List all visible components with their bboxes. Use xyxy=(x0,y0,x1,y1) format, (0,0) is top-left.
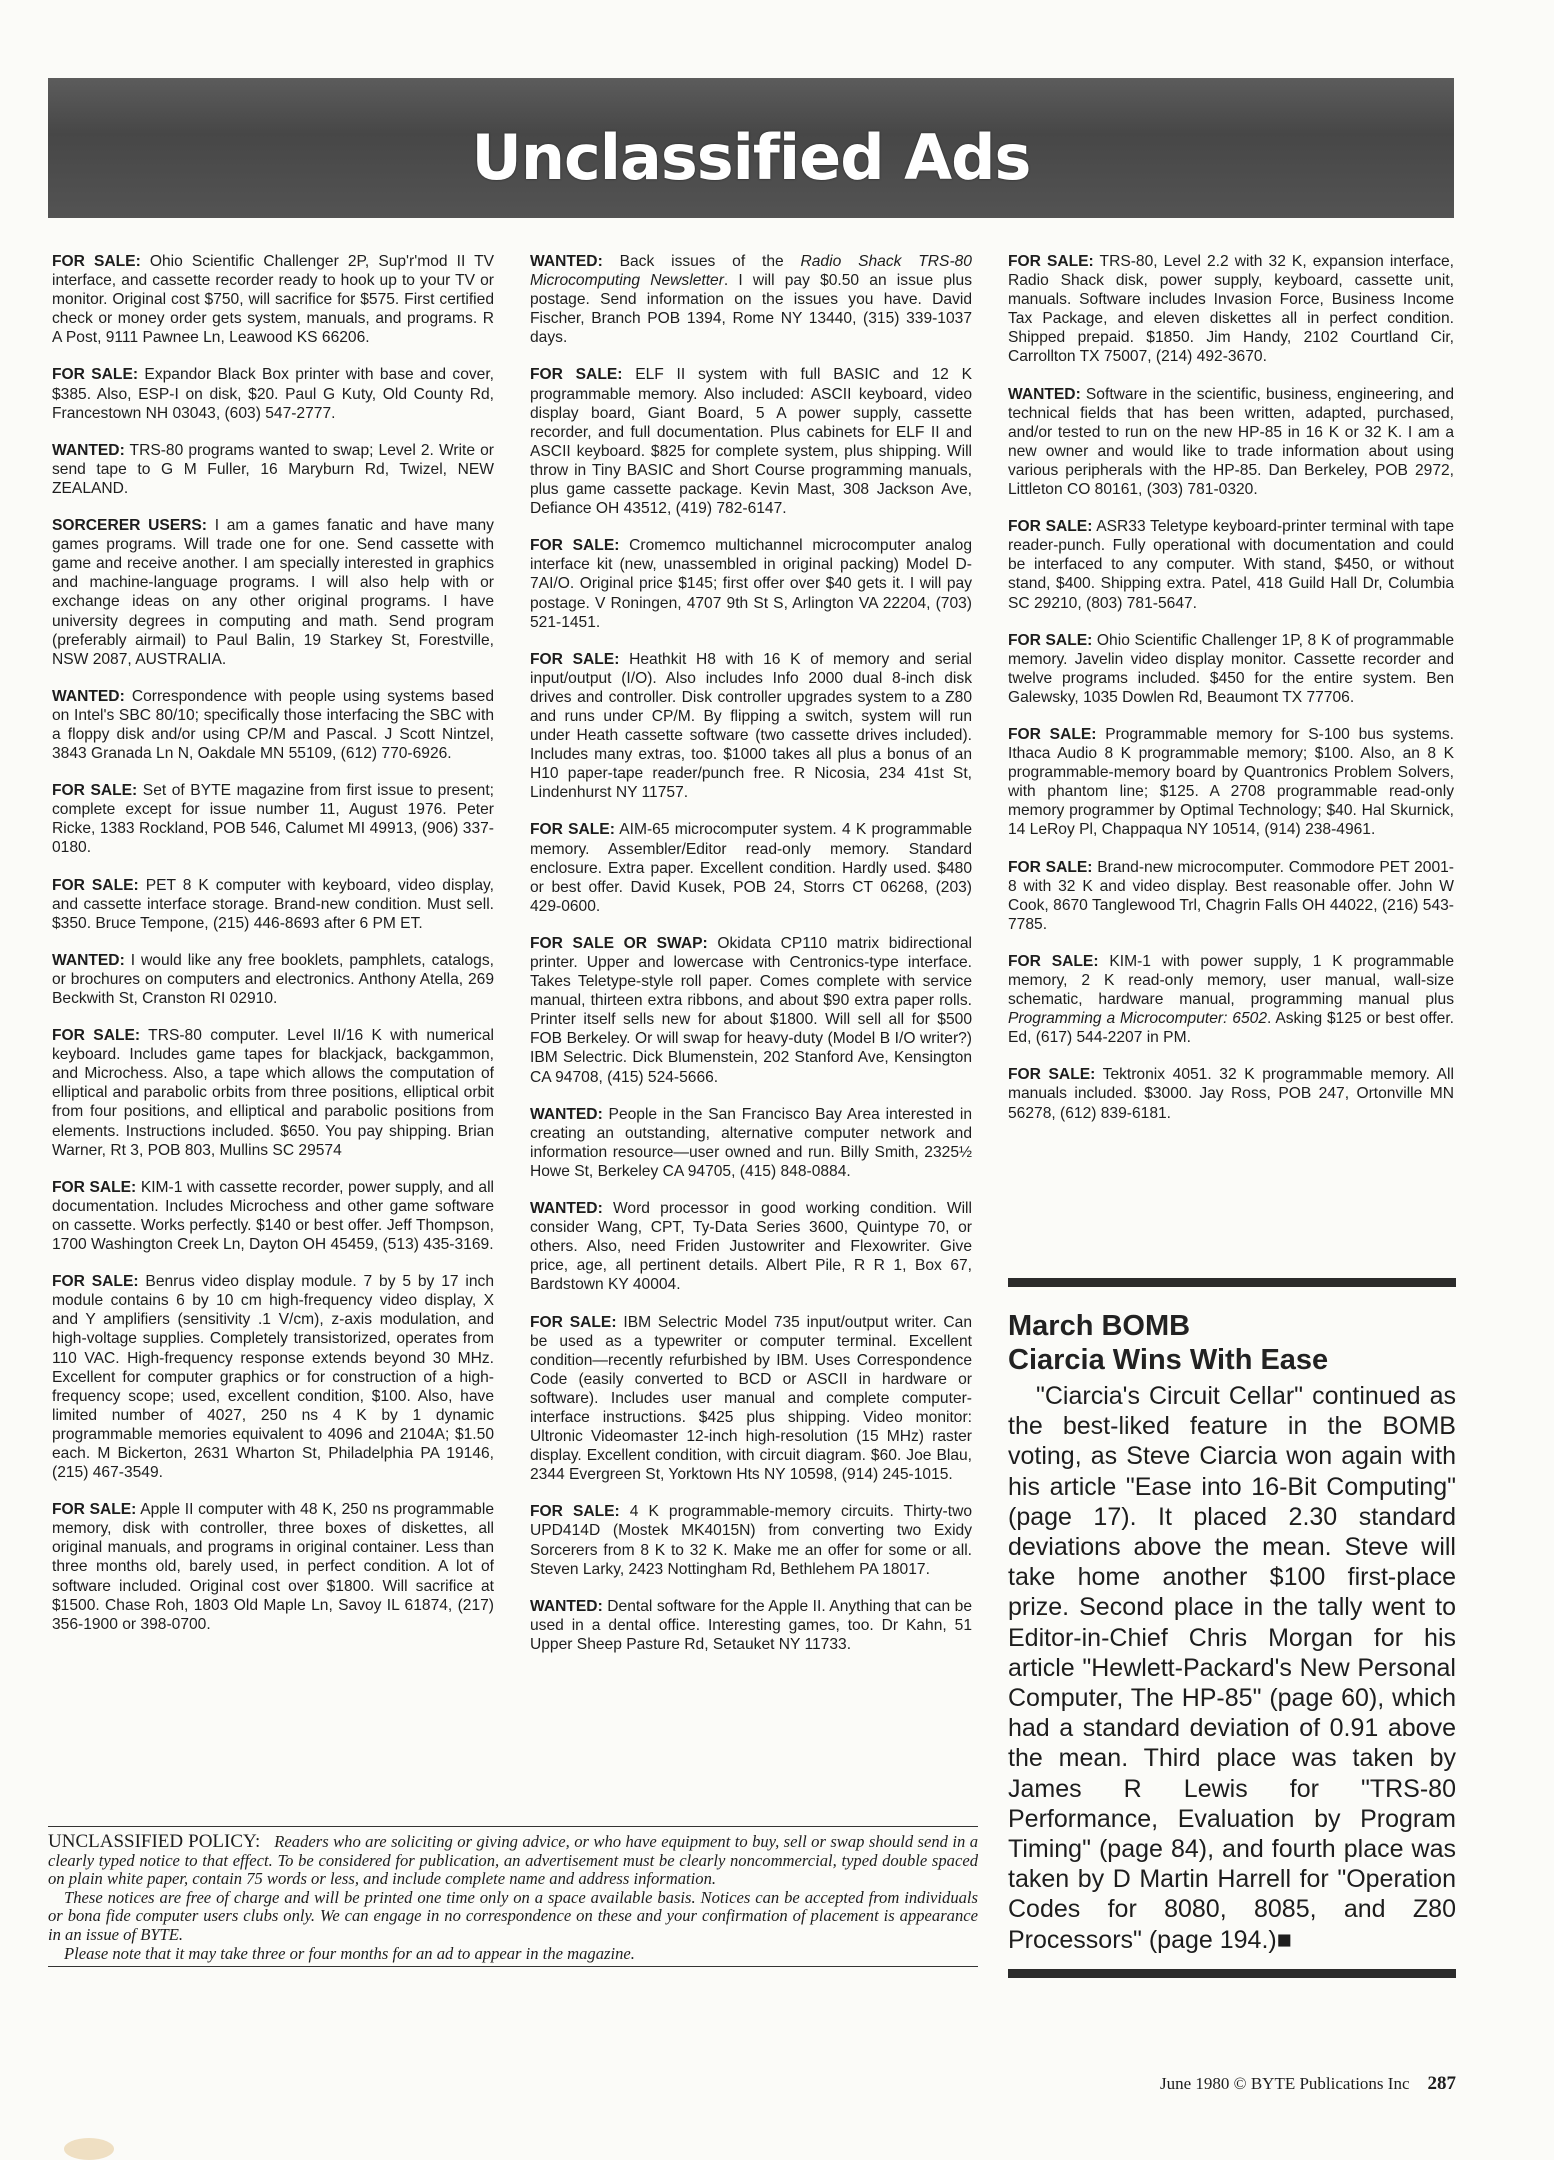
ad-label: FOR SALE: xyxy=(530,821,615,839)
ad-label: SORCERER USERS: xyxy=(52,517,207,535)
page-banner xyxy=(48,78,1454,218)
policy-paragraph-3: Please note that it may take three or four months for an ad to appear in the magazine. xyxy=(64,1943,635,1963)
ad-label: FOR SALE: xyxy=(52,1273,139,1291)
ad-label: FOR SALE: xyxy=(530,537,620,555)
ad-text: Word processor in good working condition. Will consider Wang, CPT, Ty-Data Series 3600, Quintype 70, or others. Also, need Friden Justowriter and Flexowriter. Give price, age, all pertinent details. Albert Pile, R R 1, Box 67, Bardstown KY 40004. xyxy=(530,1200,972,1294)
ad-text-continued: . Asking $125 or best offer. Ed, (617) 544-2207 in PM. xyxy=(1008,1010,1454,1047)
ad-label: WANTED: xyxy=(1008,385,1081,403)
classified-ad xyxy=(52,365,494,422)
ad-label: WANTED: xyxy=(52,687,125,705)
classified-ad xyxy=(530,820,972,915)
ad-text: Ohio Scientific Challenger 1P, 8 K of programmable memory. Javelin video display monitor. Cassette recorder and twelve programs included. $450 for the entire system. Ben Galewsky, 1035 Dowlen Rd, Beaumont TX 77706. xyxy=(1008,631,1454,706)
ad-italic-title: Radio Shack TRS-80 Microcomputing Newsletter xyxy=(530,253,972,290)
banner-title: Unclassified Ads xyxy=(471,120,1031,194)
classified-ad xyxy=(530,1199,972,1294)
ads-column-3 xyxy=(1008,252,1454,1141)
ad-label: FOR SALE OR SWAP: xyxy=(530,934,708,952)
bomb-bottom-rule xyxy=(1008,1969,1456,1978)
ad-label: FOR SALE: xyxy=(1008,725,1097,743)
classified-ad xyxy=(1008,1065,1454,1122)
classified-ad xyxy=(530,650,972,803)
classified-ad xyxy=(52,1500,494,1634)
ad-label: WANTED: xyxy=(530,253,603,270)
classified-ad xyxy=(1008,385,1454,500)
ad-text: I am a games fanatic and have many games programs. Will trade one for one. Send cassette with game and receive another. I am specially interested in graphics and machine-language programs. I will also help with or exchange ideas on any other original programs. I have university degrees in computing and math. Send program (preferably airmail) to Paul Balin, 19 Starkey St, Forestville, NSW 2087, AUSTRALIA. xyxy=(52,517,494,668)
classified-ad xyxy=(530,1313,972,1485)
footer-date: June 1980 © BYTE Publications Inc xyxy=(1160,2074,1410,2093)
ad-text: Dental software for the Apple II. Anything that can be used in a dental office. Interesting games, too. Dr Kahn, 51 Upper Sheep Pasture Rd, Setauket NY 11733. xyxy=(530,1597,972,1653)
ad-text: Heathkit H8 with 16 K of memory and serial input/output (I/O). Also includes Info 2000 dual 8-inch disk drives and controller. Disk controller upgrades system to a Z80 and runs under CP/M. By flipping a switch, system will run under Heath cassette software (two cassette drives included). Includes many extras, too. $1000 takes all plus a bonus of an H10 paper-tape reader/punch free. R Nicosia, 234 41st St, Lindenhurst NY 11757. xyxy=(530,650,972,802)
ad-text: Cromemco multichannel microcomputer analog interface kit (new, unassembled in original packing) Model D-7AI/O. Original price $145; first offer over $40 gets it. I will pay postage. V Roningen, 4707 9th St S, Arlington VA 22204, (703) 521-1451. xyxy=(530,537,973,631)
ad-label: FOR SALE: xyxy=(1008,858,1093,876)
ad-text: Expandor Black Box printer with base and cover, $385. Also, ESP-I on disk, $20. Paul G Kuty, Old County Rd, Francestown NH 03043, (603) 547-2777. xyxy=(52,366,495,422)
classified-ad xyxy=(52,687,494,763)
ad-label: WANTED: xyxy=(530,1105,603,1123)
ad-text: I would like any free booklets, pamphlets, catalogs, or brochures on computers and electronics. Anthony Atella, 269 Beckwith St, Cranston RI 02910. xyxy=(52,951,494,1007)
ad-text: Programmable memory for S-100 bus systems. Ithaca Audio 8 K programmable memory; $100. Also, an 8 K programmable-memory board by Quantronics Problem Solvers, with phantom line; $125. A 2708 programmable read-only memory programmer by Optimal Technology; $40. Hal Skurnick, 14 LeRoy Pl, Chappaqua NY 10514, (914) 238-4961. xyxy=(1008,725,1454,839)
ad-text: Set of BYTE magazine from first issue to present; complete except for issue number 11, August 1976. Peter Ricke, 1383 Rockland, POB 546, Calumet MI 49913, (906) 337-0180. xyxy=(52,782,494,857)
ad-label: FOR SALE: xyxy=(1008,631,1093,649)
ad-label: FOR SALE: xyxy=(52,366,139,384)
ad-text: Tektronix 4051. 32 K programmable memory. All manuals included. $3000. Jay Ross, POB 247, Ortonville MN 56278, (612) 839-6181. xyxy=(1008,1066,1454,1122)
policy-heading: UNCLASSIFIED POLICY: xyxy=(48,1831,261,1852)
classified-ad xyxy=(530,536,972,631)
classified-ad xyxy=(52,1272,494,1482)
classified-ad xyxy=(530,365,972,518)
bomb-body-text: "Ciarcia's Circuit Cellar" continued as the best-liked feature in the BOMB voting, as Steve Ciarcia won again with his article "Ease into 16-Bit Computing" (page 17). It placed 2.30 standard deviations above the mean. Steve will take home another $100 first-place prize. Second place in the tally went to Editor-in-Chief Chris Morgan for his article "Hewlett-Packard's New Personal Computer, The HP-85" (page 60), which had a standard deviation of 0.91 above the mean. Third place was taken by James R Lewis for "TRS-80 Performance, Evaluation by Program Timing" (page 84), and fourth place was taken by D Martin Harrell for "Operation Codes for 8080, 8085, and Z80 Processors" (page 194.) xyxy=(1008,1382,1456,1954)
bomb-title-line1: March BOMB xyxy=(1008,1310,1191,1342)
ad-label: WANTED: xyxy=(52,951,125,969)
classified-ad xyxy=(530,252,972,347)
ad-label: FOR SALE: xyxy=(52,1178,137,1196)
policy-paragraph-1 xyxy=(48,1833,978,1889)
ad-label: WANTED: xyxy=(530,1597,603,1615)
classified-ad xyxy=(52,1026,494,1160)
page-smudge xyxy=(64,2138,114,2160)
ad-label: FOR SALE: xyxy=(52,1501,137,1519)
classified-ad xyxy=(52,781,494,857)
ad-text: Brand-new microcomputer. Commodore PET 2001-8 with 32 K and video display. Best reasonable offer. John W Cook, 8670 Tanglewood Trl, Chagrin Falls OH 44022, (216) 543-7785. xyxy=(1008,858,1455,933)
ad-text: Apple II computer with 48 K, 250 ns programmable memory, disk with controller, three boxes of diskettes, all original manuals, and programs in original container. Less than three months old, barely used, in perfect condition. A lot of software included. Original cost over $1800. Will sacrifice at $1500. Chase Roh, 1803 Old Maple Ln, Savoy IL 61874, (217) 356-1900 or 398-0700. xyxy=(52,1501,494,1633)
ad-label: FOR SALE: xyxy=(52,876,139,894)
classified-ad xyxy=(52,252,494,347)
classified-ad xyxy=(530,1105,972,1181)
ad-text: 4 K programmable-memory circuits. Thirty-two UPD414D (Mostek MK4015N) from converting two Exidy Sorcerers from 8 K to 32 K. Make me an offer for some or all. Steven Larky, 2423 Nottingham Rd, Bethlehem PA 18017. xyxy=(530,1503,973,1578)
ad-text: ELF II system with full BASIC and 12 K programmable memory. Also included: ASCII keyboard, video display board, Giant Board, 5 A power supply, cassette recorder, and full documentation. Plus cabinets for ELF II and ASCII keyboard. $825 for complete system, plus shipping. Will throw in Tiny BASIC and Short Course programming manuals, plus game cassette package. Kevin Mast, 308 Jackson Ave, Defiance OH 43512, (419) 782-6147. xyxy=(530,366,973,518)
ad-label: FOR SALE: xyxy=(1008,253,1094,270)
ad-text: Correspondence with people using systems based on Intel's SBC 80/10; specifically those interfacing the SBC with a floppy disk and/or using CP/M and Pascal. J Scott Nintzel, 3843 Granada Ln N, Oakdale MN 55109, (612) 770-6926. xyxy=(52,687,494,763)
classified-ad xyxy=(52,876,494,933)
classified-ad xyxy=(52,951,494,1008)
classified-ad xyxy=(1008,952,1454,1047)
ads-column-2 xyxy=(530,252,972,1672)
unclassified-policy xyxy=(48,1826,978,1967)
page-footer xyxy=(1120,2073,1456,2095)
classified-ad xyxy=(1008,858,1454,934)
ad-label: FOR SALE: xyxy=(530,650,620,668)
bomb-body xyxy=(1008,1381,1456,1955)
classified-ad xyxy=(530,1502,972,1578)
bomb-top-rule xyxy=(1008,1278,1456,1287)
classified-ad xyxy=(1008,252,1454,367)
ad-label: FOR SALE: xyxy=(530,1313,617,1331)
ad-text: Okidata CP110 matrix bidirectional printer. Upper and lowercase with Centronics-type interface. Takes Teletype-style roll paper. Comes complete with service manual, thirteen extra ribbons, and about $90 extra paper rolls. Printer itself sells new for about $1800. Will sell all for $500 FOB Berkeley. Or will swap for heavy-duty (Model B I/O writer?) IBM Selectric. Dick Blumenstein, 202 Stanford Ave, Kensington CA 94708, (415) 524-5666. xyxy=(530,934,972,1086)
ad-label: FOR SALE: xyxy=(530,1503,620,1521)
ad-text: AIM-65 microcomputer system. 4 K programmable memory. Assembler/Editor read-only memory. Standard enclosure. Extra paper. Excellent condition. Hardly used. $480 or best offer. David Kusek, POB 24, Storrs CT 06268, (203) 429-0600. xyxy=(530,821,972,915)
ad-label: FOR SALE: xyxy=(1008,952,1099,970)
bomb-title-line2: Ciarcia Wins With Ease xyxy=(1008,1344,1329,1376)
bomb-article xyxy=(1008,1278,1456,1978)
ad-label: FOR SALE: xyxy=(52,782,138,800)
ad-text: Software in the scientific, business, engineering, and technical fields that has been written, adapted, purchased, and/or tested to run on the new HP-85 in 16 K or 32 K. I am a new owner and would like to trade information about using various peripherals with the HP-85. Dan Berkeley, POB 2972, Littleton CO 80161, (303) 781-0320. xyxy=(1008,385,1454,499)
policy-paragraph-2: These notices are free of charge and will be printed one time only on a space available basis. Notices can be accepted from individuals or bona fide computer users clubs only. We can engage in no correspondence on these and your confirmation of placement is appearance in an issue of BYTE. xyxy=(48,1887,978,1944)
ad-text-continued: . I will pay $0.50 an issue plus postage. Send information on the issues you have. David Fischer, Branch POB 1394, Rome NY 13440, (315) 339-1037 days. xyxy=(530,272,972,347)
classified-ad xyxy=(530,934,972,1087)
ad-label: FOR SALE: xyxy=(52,1027,141,1045)
ad-text: KIM-1 with power supply, 1 K programmable memory, 2 K read-only memory, user manual, wall-size schematic, hardware manual, programming manual plus xyxy=(1008,952,1454,1009)
ad-label: WANTED: xyxy=(530,1200,603,1218)
classified-ad xyxy=(52,516,494,669)
ad-label: WANTED: xyxy=(52,441,125,459)
ad-label: FOR SALE: xyxy=(52,253,141,270)
ad-text: PET 8 K computer with keyboard, video display, and cassette interface storage. Brand-new condition. Must sell. $350. Bruce Tempone, (215) 446-8693 after 6 PM ET. xyxy=(52,876,494,932)
ad-label: FOR SALE: xyxy=(530,366,623,384)
ad-text: ASR33 Teletype keyboard-printer terminal with tape reader-punch. Fully operational with documentation and could be interfaced to any computer. With stand, $450, or without stand, $400. Shipping extra. Patel, 418 Guild Hall Dr, Columbia SC 29210, (803) 781-5647. xyxy=(1008,518,1455,612)
ad-text: Ohio Scientific Challenger 2P, Sup'r'mod II TV interface, and cassette recorder ready to hook up to your TV or monitor. Original cost $750, will sacrifice for $575. First certified check or money order gets system, manuals, and programs. R A Post, 9111 Pawnee Ln, Leawood KS 66206. xyxy=(52,253,495,347)
policy-bottom-rule xyxy=(48,1966,978,1967)
classified-ad xyxy=(530,1597,972,1654)
ads-column-1 xyxy=(52,252,494,1652)
ad-text: KIM-1 with cassette recorder, power supply, and all documentation. Includes Microchess and other game software on cassette. Works perfectly. $140 or best offer. Jeff Thompson, 1700 Washington Creek Ln, Dayton OH 45459, (513) 435-3169. xyxy=(52,1178,495,1254)
classified-ad xyxy=(52,1178,494,1254)
ad-label: FOR SALE: xyxy=(1008,518,1093,536)
ad-text: People in the San Francisco Bay Area interested in creating an outstanding, alternative computer network and information resource—user owned and run. Billy Smith, 2325½ Howe St, Berkeley CA 94705, (415) 848-0884. xyxy=(530,1105,972,1180)
ad-label: FOR SALE: xyxy=(1008,1066,1096,1084)
ad-text: Benrus video display module. 7 by 5 by 17 inch module contains 6 by 10 cm high-frequency video display, X and Y amplifiers (sensitivity .1 V/cm), z-axis modulation, and high-voltage supplies. Completely transistorized, operates from 110 VAC. High-frequency response extends beyond 30 MHz. Excellent for computer graphics or for construction of a high-frequency scope; used, excellent condition, $100. Also, have limited number of 4027, 250 ns 4 K by 1 dynamic programmable memories equivalent to 4096 and 2104A; $1.50 each. M Bickerton, 2631 Wharton St, Philadelphia PA 19146, (215) 467-3549. xyxy=(52,1273,495,1482)
ad-text: Back issues of the xyxy=(602,253,801,270)
page-number: 287 xyxy=(1427,2073,1456,2094)
ad-text: TRS-80, Level 2.2 with 32 K, expansion interface, Radio Shack disk, power supply, keyboard, cassette unit, manuals. Software includes Invasion Force, Business Income Tax Package, and eleven diskettes all in perfect condition. Shipped prepaid. $1850. Jim Handy, 2102 Courtland Cir, Carrollton TX 75007, (214) 492-3670. xyxy=(1008,253,1455,366)
classified-ad xyxy=(1008,517,1454,612)
classified-ad xyxy=(1008,631,1454,707)
classified-ad xyxy=(52,441,494,498)
policy-text-1: Readers who are soliciting or giving advice, or who have equipment to buy, sell or swap should send in a clearly typed notice to that effect. To be considered for publication, an advertisement must be clearly noncommercial, typed double spaced on plain white paper, contain 75 words or less, and include complete name and address information. xyxy=(48,1832,978,1889)
ad-text: TRS-80 programs wanted to swap; Level 2. Write or send tape to G M Fuller, 16 Maryburn Rd, Twizel, NEW ZEALAND. xyxy=(52,441,494,497)
ad-text: TRS-80 computer. Level II/16 K with numerical keyboard. Includes game tapes for blackjack, backgammon, and Microchess. Also, a tape which allows the computation of elliptical and parabolic orbits from three positions, elliptical orbit from four positions, and elliptical and parabolic positions from elements. Instructions included. $650. You pay shipping. Brian Warner, Rt 3, POB 803, Mullins SC 29574 xyxy=(52,1027,494,1159)
classified-ad xyxy=(1008,725,1454,840)
ad-italic-title: Programming a Microcomputer: 6502 xyxy=(1008,1010,1267,1028)
bomb-end-mark: ■ xyxy=(1276,1925,1292,1954)
ad-text: IBM Selectric Model 735 input/output writer. Can be used as a typewriter or computer terminal. Excellent condition—recently refurbished by IBM. Uses Correspondence Code (easily converted to BCD or ASCII in hardware or software). Includes user manual and complete computer-interface instructions. $425 plus shipping. Video monitor: Ultronic Videomaster 12-inch high-resolution (15 MHz) raster display. Excellent condition, with circuit diagram. $60. Joe Blau, 2344 Evergreen St, Yorktown Hts NY 10598, (914) 245-1015. xyxy=(530,1313,973,1484)
